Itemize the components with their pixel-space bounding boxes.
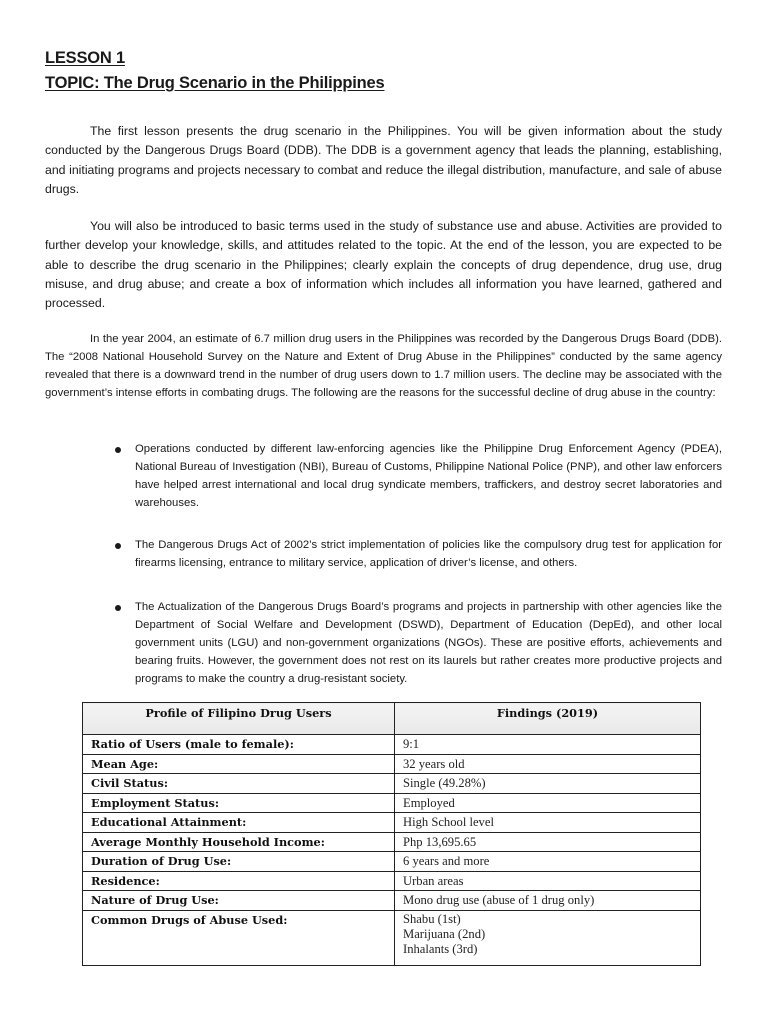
row-label: Residence: bbox=[83, 871, 395, 891]
list-item bbox=[135, 536, 722, 572]
topic-heading: TOPIC: The Drug Scenario in the Philippines bbox=[45, 74, 385, 92]
table-row bbox=[83, 910, 701, 965]
drug-rank-2: Marijuana (2nd) bbox=[403, 926, 486, 941]
row-value: High School level bbox=[395, 813, 701, 833]
list-item bbox=[135, 598, 722, 688]
row-label: Duration of Drug Use: bbox=[83, 852, 395, 872]
table-row bbox=[83, 852, 701, 872]
row-value: Urban areas bbox=[395, 871, 701, 891]
list-item-text: The Actualization of the Dangerous Drugs Board’s programs and projects in partnership with other agencies like the Department of Social Welfare and Development (DSWD), Department of Education (DepEd), and other local government units (LGU) and non-government organizations (NGOs). These are positive efforts, achievements and bearing fruits. However, the government does not rest on its laurels but rather creates more productive projects and programs to make the country a drug-resistant society. bbox=[135, 601, 722, 685]
table-header-row bbox=[83, 703, 701, 735]
table-row bbox=[83, 793, 701, 813]
row-value: Php 13,695.65 bbox=[395, 832, 701, 852]
table-row bbox=[83, 735, 701, 755]
drug-rank-1: Shabu (1st) bbox=[403, 911, 461, 926]
objectives-paragraph: You will also be introduced to basic terms used in the study of substance use and abuse. Activities are provided to further develop your knowledge, skills, and attitudes related to the topic. At the end of the lesson, you are expected to be able to describe the drug scenario in the Philippines; clearly explain the concepts of drug dependence, drug use, drug misuse, and drug abuse; and create a box of information which includes all information you have learned, gathered and processed. bbox=[45, 219, 722, 311]
row-value: 9:1 bbox=[395, 735, 701, 755]
row-value: Employed bbox=[395, 793, 701, 813]
row-label: Educational Attainment: bbox=[83, 813, 395, 833]
row-label: Common Drugs of Abuse Used: bbox=[83, 910, 395, 965]
row-value: Mono drug use (abuse of 1 drug only) bbox=[395, 891, 701, 911]
list-item bbox=[135, 440, 722, 512]
row-value: 32 years old bbox=[395, 754, 701, 774]
table-row bbox=[83, 774, 701, 794]
drug-rank-3: Inhalants (3rd) bbox=[403, 941, 478, 956]
row-value: Single (49.28%) bbox=[395, 774, 701, 794]
lesson-heading: LESSON 1 bbox=[45, 49, 126, 67]
table-header-profile: Profile of Filipino Drug Users bbox=[83, 703, 395, 735]
bullet-icon bbox=[115, 447, 121, 453]
row-label: Nature of Drug Use: bbox=[83, 891, 395, 911]
list-item-text: The Dangerous Drugs Act of 2002’s strict implementation of policies like the compulsory drug test for application for firearms licensing, entrance to military service, application of driver’s license, and others. bbox=[135, 539, 722, 569]
bullet-icon bbox=[115, 543, 121, 549]
row-value: 6 years and more bbox=[395, 852, 701, 872]
table-row bbox=[83, 832, 701, 852]
intro-paragraph: The first lesson presents the drug scenario in the Philippines. You will be given information about the study conducted by the Dangerous Drugs Board (DDB). The DDB is a government agency that leads the planning, establishing, and initiating programs and projects necessary to combat and reduce the illegal distribution, manufacture, and sale of abuse drugs. bbox=[45, 124, 722, 196]
table-row bbox=[83, 891, 701, 911]
row-label: Mean Age: bbox=[83, 754, 395, 774]
row-value-list bbox=[395, 910, 701, 965]
row-label: Ratio of Users (male to female): bbox=[83, 735, 395, 755]
table-row bbox=[83, 871, 701, 891]
row-label: Civil Status: bbox=[83, 774, 395, 794]
list-item-text: Operations conducted by different law-enforcing agencies like the Philippine Drug Enforcement Agency (PDEA), National Bureau of Investigation (NBI), Bureau of Customs, Philippine National Police (PNP), and other law enforcers have helped arrest international and local drug syndicate members, traffickers, and destroy secret laboratories and warehouses. bbox=[135, 443, 722, 509]
statistics-paragraph: In the year 2004, an estimate of 6.7 million drug users in the Philippines was recorded by the Dangerous Drugs Board (DDB). The “2008 National Household Survey on the Nature and Extent of Drug Abuse in the Philippines” conducted by the same agency revealed that there is a downward trend in the number of drug users down to 1.7 million users. The decline may be associated with the government’s intense efforts in combating drugs. The following are the reasons for the successful decline of drug abuse in the country: bbox=[45, 333, 722, 399]
table-row bbox=[83, 813, 701, 833]
table-row bbox=[83, 754, 701, 774]
row-label: Employment Status: bbox=[83, 793, 395, 813]
drug-user-profile-table bbox=[82, 702, 701, 966]
table-header-findings: Findings (2019) bbox=[395, 703, 701, 735]
row-label: Average Monthly Household Income: bbox=[83, 832, 395, 852]
bullet-icon bbox=[115, 605, 121, 611]
